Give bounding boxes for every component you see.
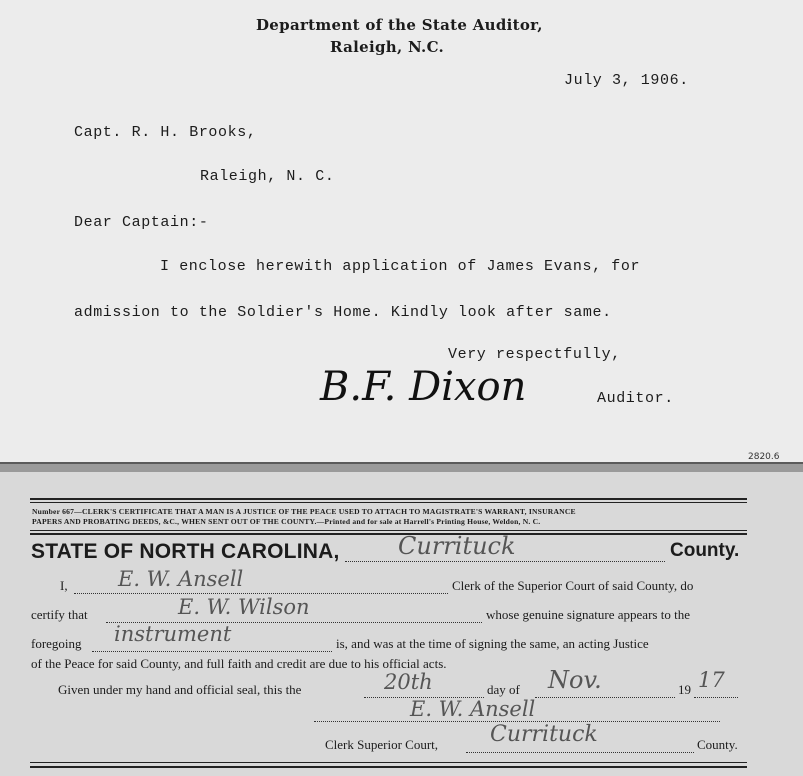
recipient-city: Raleigh, N. C. [200, 168, 335, 185]
month-fill-line [535, 697, 675, 698]
justice-name-handwriting: E. W. Wilson [178, 595, 310, 619]
instrument-fill-line [92, 651, 332, 652]
bottom-rule-thin [30, 762, 747, 763]
form-caption-line-2: PAPERS AND PROBATING DEEDS, &C., WHEN SENT OUT OF THE COUNTY.—Printed and for sale at Harrell's Printing House, Weldon, N. C. [32, 517, 541, 526]
clerk-text: Clerk of the Superior Court of said County, do [452, 578, 694, 593]
day-label: day of [487, 682, 520, 697]
year-prefix: 19 [678, 682, 691, 697]
closing: Very respectfully, [448, 346, 621, 363]
county-handwriting: Currituck [398, 532, 516, 560]
i-label: I, [60, 578, 68, 593]
certify-label: certify that [31, 607, 88, 622]
caption-rule-thick [30, 533, 747, 535]
county2-label: County. [697, 737, 738, 752]
form-caption-line-1: Number 667—CLERK'S CERTIFICATE THAT A MAN IS A JUSTICE OF THE PEACE USED TO ATTACH TO MAGISTRATE'S WARRANT, INSURANCE [32, 507, 576, 516]
clerk-fill-line [74, 593, 448, 594]
city-header: Raleigh, N.C. [330, 38, 445, 56]
foregoing-label: foregoing [31, 636, 82, 651]
caption-rule [30, 530, 747, 531]
state-label: STATE OF NORTH CAROLINA, [31, 540, 340, 563]
certificate-section [0, 472, 803, 776]
top-rule [30, 498, 747, 500]
signature-text: whose genuine signature appears to the [486, 607, 690, 622]
county-fill-line [345, 561, 665, 562]
clerk-signature-handwriting: E. W. Ansell [410, 697, 536, 721]
year-handwriting: 17 [698, 668, 725, 692]
auditor-title: Auditor. [597, 390, 674, 407]
archive-stamp: 2820.6 [748, 452, 780, 462]
year-fill-line [694, 697, 738, 698]
top-rule-thin [30, 502, 747, 503]
peace-text: of the Peace for said County, and full faith and credit are due to his official acts. [31, 656, 447, 671]
body-line-2: admission to the Soldier's Home. Kindly look after same. [74, 304, 612, 321]
acting-text: is, and was at the time of signing the same, an acting Justice [336, 636, 649, 651]
day-handwriting: 20th [384, 670, 433, 694]
department-header: Department of the State Auditor, [256, 16, 543, 34]
salutation: Dear Captain:- [74, 214, 209, 231]
county2-handwriting: Currituck [490, 722, 598, 747]
bottom-rule [30, 766, 747, 768]
clerk-name-handwriting: E. W. Ansell [118, 567, 244, 591]
auditor-signature: B.F. Dixon [320, 364, 527, 410]
clerk-superior-label: Clerk Superior Court, [325, 737, 439, 752]
letter-date: July 3, 1906. [564, 72, 689, 89]
body-line-1: I enclose herewith application of James Evans, for [160, 258, 641, 275]
given-label: Given under my hand and official seal, this the [58, 682, 302, 697]
instrument-handwriting: instrument [114, 622, 232, 646]
recipient-name: Capt. R. H. Brooks, [74, 124, 257, 141]
county-label: County. [670, 540, 740, 561]
month-handwriting: Nov. [548, 666, 602, 694]
county2-fill-line [466, 752, 694, 753]
